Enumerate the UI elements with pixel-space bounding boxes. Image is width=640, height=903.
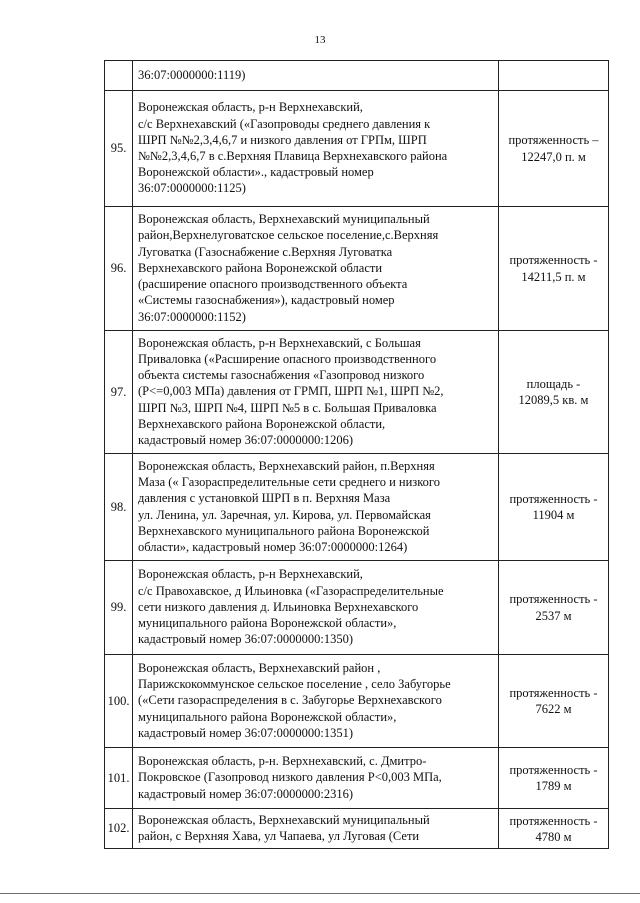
object-description: Воронежская область, Верхнехавский муниципальный район,Верхнелуговатское сельское поселение,с.Верхняя Луговатка (Газоснабжение с.Верхняя Луговатка Верхнехавского района Воронежской области (расширение опасного производственного объекта «Системы газоснабжения»), кадастровый номер 36:07:0000000:1152) — [133, 207, 499, 331]
object-description: Воронежская область, р-н Верхнехавский, с Большая Приваловка («Расширение опасного производственного объекта системы газоснабжения «Газопровод низкого (Р<=0,003 МПа) давления от ГРМП, ШРП №1, ШРП №2, ШРП №3, ШРП №4, ШРП №5 в с. Большая Приваловка Верхнехавского района Воронежской области, кадастровый номер 36:07:0000000:1206) — [133, 331, 499, 454]
object-measure: протяженность - 2537 м — [499, 561, 609, 655]
object-measure: протяженность – 12247,0 п. м — [499, 91, 609, 207]
object-description: Воронежская область, Верхнехавский район, п.Верхняя Маза (« Газораспределительные сети среднего и низкого давления с установкой ШРП в п. Верхняя Маза ул. Ленина, ул. Заречная, ул. Кирова, ул. Первомайская Верхнехавского муниципального района Воронежской области», кадастровый номер 36:07:0000000:1264) — [133, 454, 499, 561]
object-measure: площадь - 12089,5 кв. м — [499, 331, 609, 454]
object-description: Воронежская область, Верхнехавский район , Парижскокоммунское сельское поселение , село Забугорье («Сети газораспределения в с. Забугорье Верхнехавского муниципального района Воронежской области», кадастровый номер 36:07:0000000:1351) — [133, 655, 499, 748]
table-row — [105, 331, 609, 454]
row-number — [105, 61, 133, 91]
registry-table — [104, 60, 609, 849]
table-row — [105, 809, 609, 849]
scan-bottom-edge — [0, 893, 640, 894]
page-number: 13 — [314, 34, 326, 46]
row-number: 99. — [105, 561, 133, 655]
table-row — [105, 561, 609, 655]
row-number: 100. — [105, 655, 133, 748]
row-number: 97. — [105, 331, 133, 454]
row-number: 101. — [105, 748, 133, 809]
object-description: Воронежская область, р-н Верхнехавский, с/с Правохавское, д Ильиновка («Газораспределительные сети низкого давления д. Ильиновка Верхнехавского муниципального района Воронежской области», кадастровый номер 36:07:0000000:1350) — [133, 561, 499, 655]
row-number: 96. — [105, 207, 133, 331]
object-measure: протяженность - 14211,5 п. м — [499, 207, 609, 331]
table-row — [105, 655, 609, 748]
table-row — [105, 454, 609, 561]
object-measure: протяженность - 11904 м — [499, 454, 609, 561]
table-row — [105, 91, 609, 207]
object-measure: протяженность - 4780 м — [499, 809, 609, 849]
object-measure: протяженность - 7622 м — [499, 655, 609, 748]
row-number: 95. — [105, 91, 133, 207]
object-description: 36:07:0000000:1119) — [133, 61, 499, 91]
object-description: Воронежская область, р-н. Верхнехавский, с. Дмитро- Покровское (Газопровод низкого давления Р<0,003 МПа, кадастровый номер 36:07:0000000:2316) — [133, 748, 499, 809]
table-row — [105, 748, 609, 809]
object-description: Воронежская область, Верхнехавский муниципальный район, с Верхняя Хава, ул Чапаева, ул Луговая (Сети — [133, 809, 499, 849]
table-row — [105, 61, 609, 91]
object-measure — [499, 61, 609, 91]
row-number: 98. — [105, 454, 133, 561]
table-row — [105, 207, 609, 331]
row-number: 102. — [105, 809, 133, 849]
object-measure: протяженность - 1789 м — [499, 748, 609, 809]
object-description: Воронежская область, р-н Верхнехавский, с/с Верхнехавский («Газопроводы среднего давления к ШРП №№2,3,4,6,7 и низкого давления от ГРПм, ШРП №№2,3,4,6,7 в с.Верхняя Плавица Верхнехавского района Воронежской области»., кадастровый номер 36:07:0000000:1125) — [133, 91, 499, 207]
